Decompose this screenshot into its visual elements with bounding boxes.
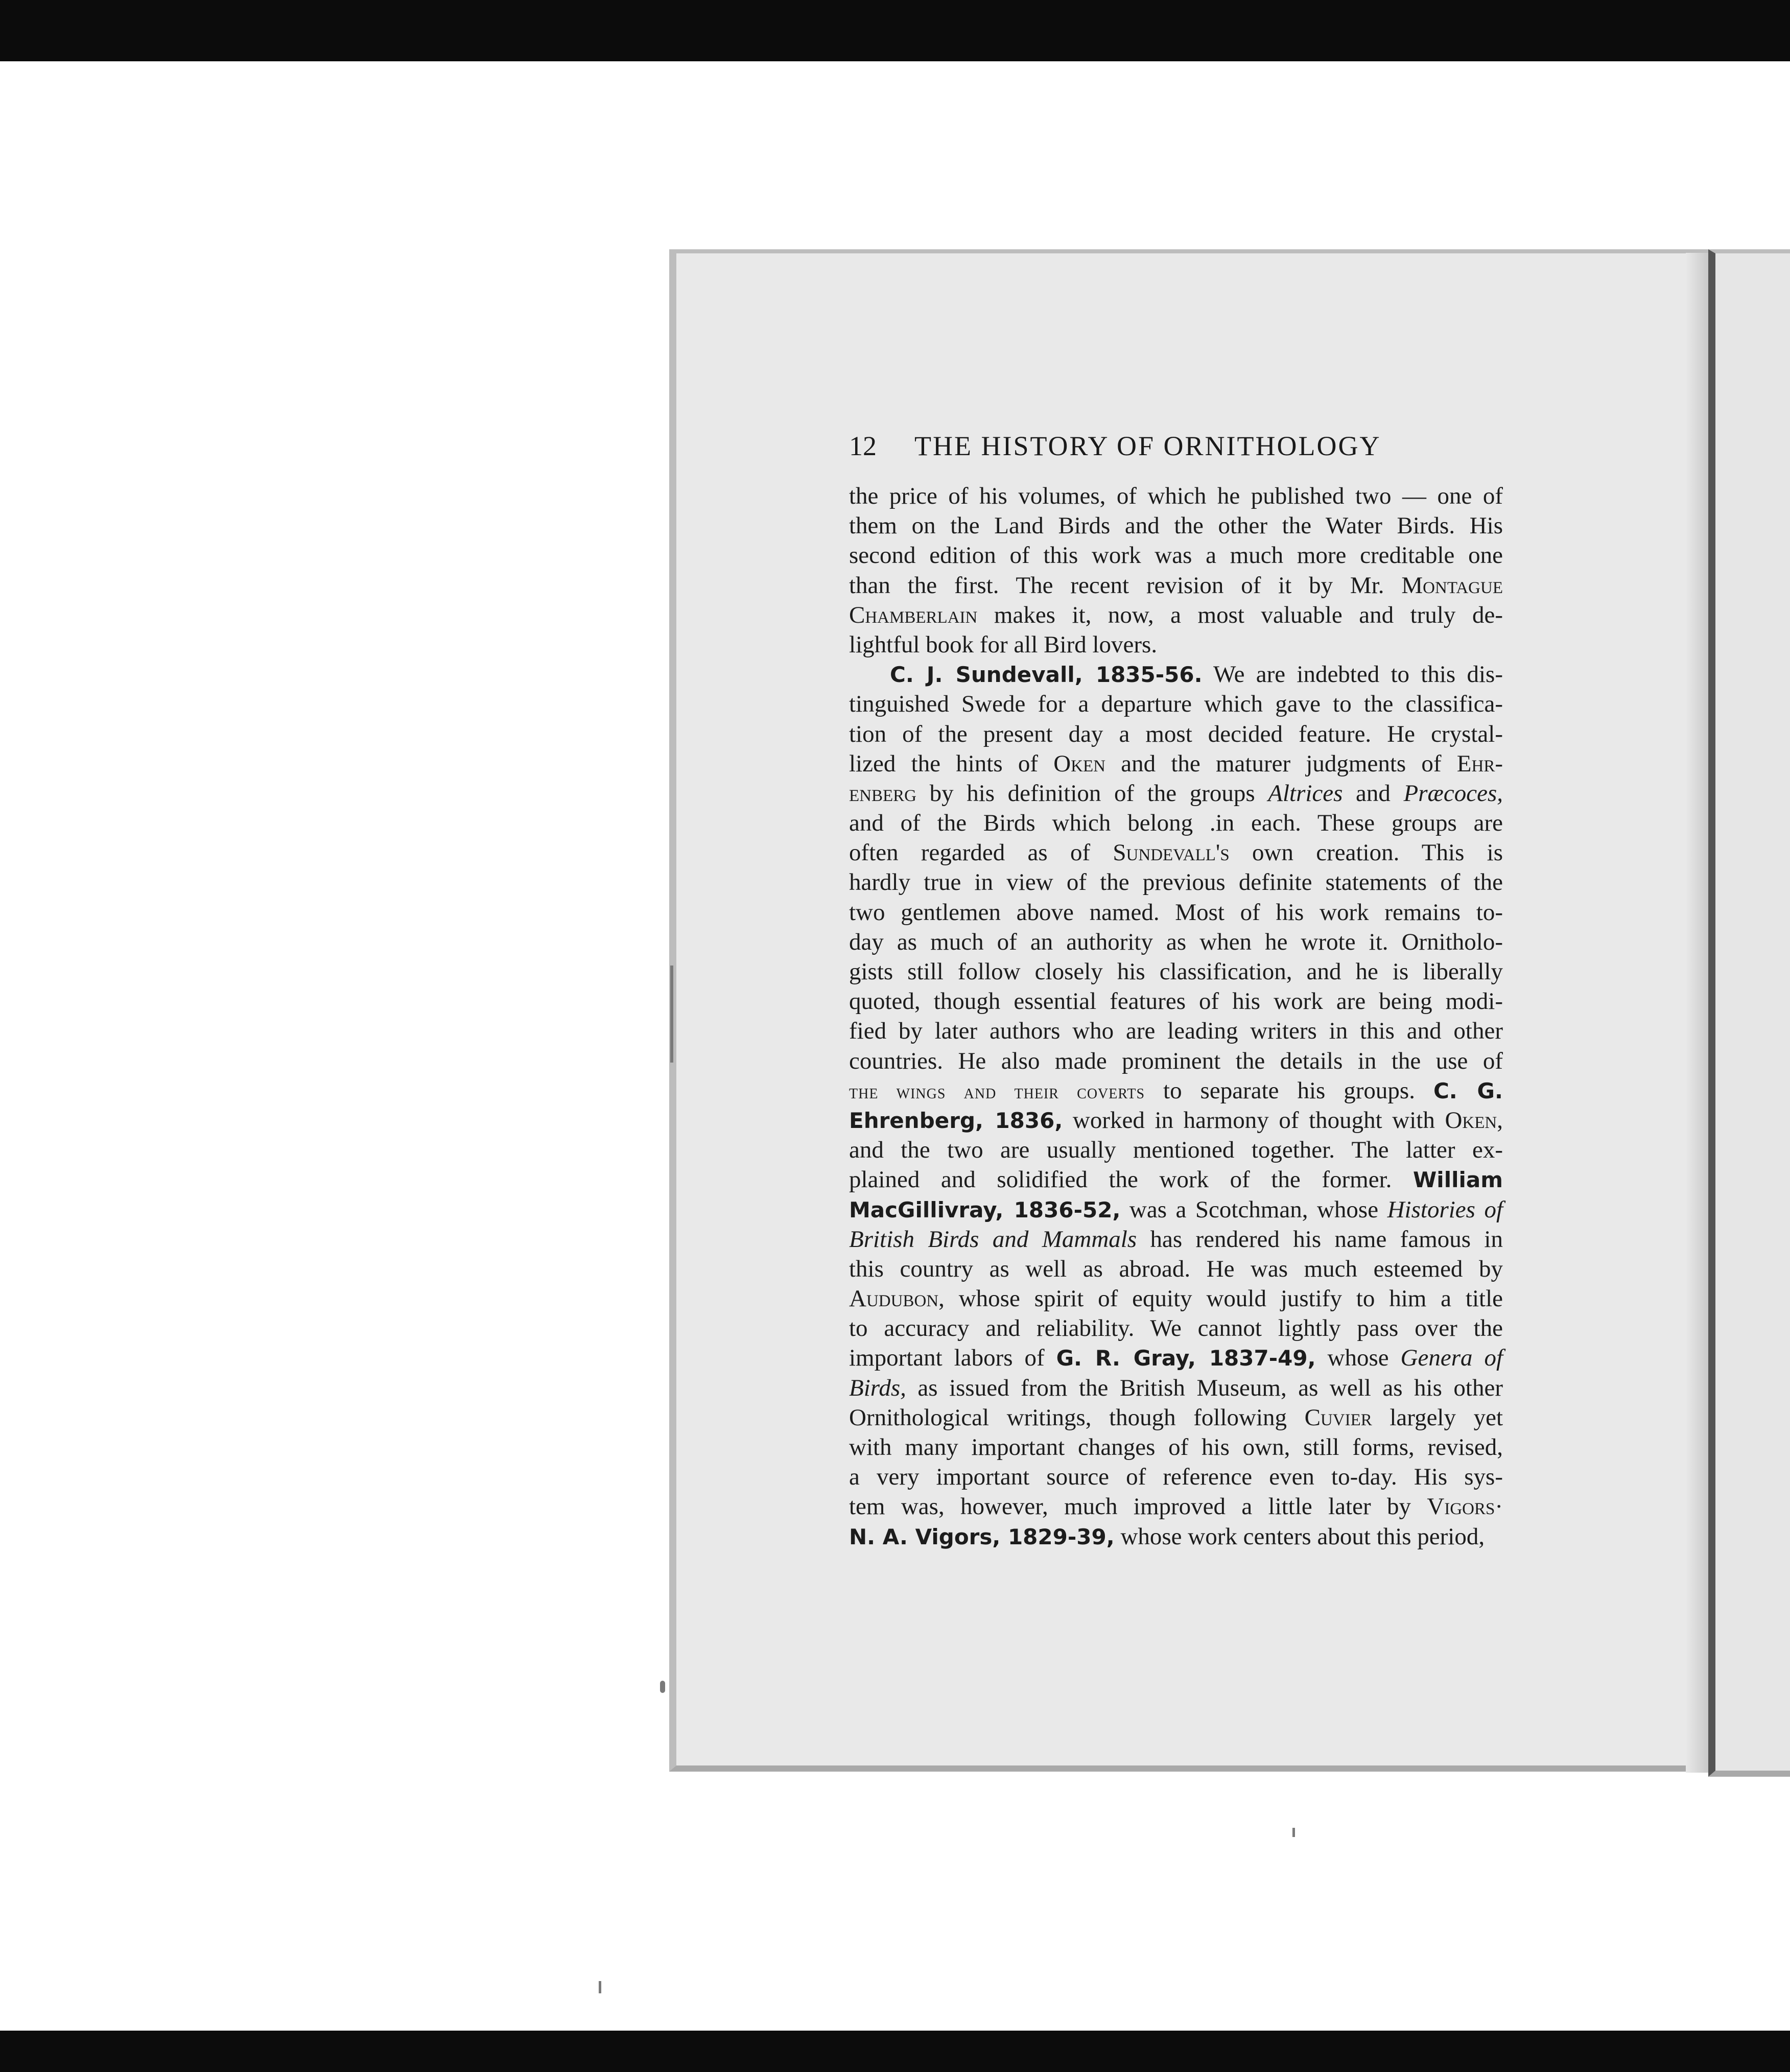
next-page-edge <box>1708 249 1790 1777</box>
text-line <box>849 838 1503 867</box>
small-caps-name: Cuvier <box>1304 1404 1372 1431</box>
running-head: THE HISTORY OF ORNITHOLOGY <box>914 431 1381 461</box>
italic-title: Histories of <box>1387 1196 1503 1223</box>
text-line <box>849 808 1503 838</box>
text-line <box>849 719 1503 749</box>
text-run: the price of his volumes, of which he published two — one of <box>849 483 1503 509</box>
text-line <box>849 1522 1503 1551</box>
text-run: and the two are usually mentioned together. The latter ex- <box>849 1137 1503 1164</box>
text-run: fied by later authors who are leading writers in this and other <box>849 1018 1503 1045</box>
text-run: and of the Birds which belong .in each. These groups are <box>849 810 1503 837</box>
text-line <box>849 1135 1503 1165</box>
italic-title: Birds, <box>849 1374 906 1401</box>
text-line <box>849 481 1503 511</box>
text-run: Ornithological writings, though following <box>849 1404 1305 1431</box>
text-run: as issued from the British Museum, as well as his other <box>906 1374 1503 1401</box>
small-caps-name: Ehr- <box>1456 750 1503 777</box>
text-line <box>849 986 1503 1016</box>
text-run: whose work centers about this period, <box>1114 1523 1485 1550</box>
page-edge-mark <box>660 1681 665 1693</box>
text-run: worked in harmony of thought with <box>1063 1106 1445 1134</box>
text-run: with many important changes of his own, still forms, revised, <box>849 1434 1503 1461</box>
text-line <box>849 1403 1503 1432</box>
text-run: second edition of this work was a much more creditable one <box>849 542 1503 569</box>
italic-title: Altrices <box>1268 780 1343 807</box>
text-run: gists still follow closely his classification, and he is liberally <box>849 958 1503 985</box>
text-line <box>849 1225 1503 1254</box>
text-run: and <box>1342 780 1404 807</box>
page-number: 12 <box>849 431 877 461</box>
text-line <box>849 1105 1503 1135</box>
text-line <box>849 1492 1503 1521</box>
small-caps-name: Vigors· <box>1427 1493 1503 1520</box>
scan-top-border <box>0 0 1790 61</box>
bold-name: N. A. Vigors, 1829-39, <box>849 1524 1115 1549</box>
text-run: lized the hints of <box>849 750 1054 777</box>
text-run: by his definition of the groups <box>916 780 1268 807</box>
text-run: quoted, though essential features of his work are being modi- <box>849 988 1503 1015</box>
small-caps-name: Oken, <box>1445 1106 1503 1134</box>
body-text <box>849 481 1503 1551</box>
small-caps-name: Montague <box>1401 572 1503 599</box>
text-line <box>849 1195 1503 1225</box>
text-line <box>849 749 1503 779</box>
bold-name: G. R. Gray, 1837-49, <box>1056 1346 1316 1371</box>
text-run: a very important source of reference even to-day. His sys- <box>849 1464 1503 1491</box>
page-gutter-shadow <box>1686 253 1708 1773</box>
text-line <box>849 1462 1503 1492</box>
italic-title: Præcoces, <box>1403 780 1503 807</box>
text-run: was a Scotchman, whose <box>1120 1196 1387 1223</box>
text-run: often regarded as of <box>849 839 1113 866</box>
italic-title: British Birds and Mammals <box>849 1226 1137 1253</box>
small-caps-name: Oken <box>1053 750 1105 777</box>
small-caps-name: the wings and their coverts <box>849 1079 1145 1103</box>
text-run: whose <box>1315 1345 1401 1372</box>
text-line <box>849 927 1503 957</box>
text-run: and the maturer judgments of <box>1105 750 1457 777</box>
text-line <box>849 1432 1503 1462</box>
text-line <box>849 540 1503 570</box>
text-run: to separate his groups. <box>1145 1077 1433 1104</box>
text-run: tem was, however, much improved a little later by <box>849 1493 1427 1520</box>
small-caps-name: Sundevall's <box>1113 839 1230 866</box>
bold-name: C. J. Sundevall, 1835-56. <box>890 662 1203 688</box>
text-line <box>849 898 1503 927</box>
text-run: tion of the present day a most decided feature. He crystal- <box>849 720 1503 747</box>
text-line <box>849 1046 1503 1076</box>
text-line <box>849 1343 1503 1373</box>
text-line <box>849 1165 1503 1194</box>
scan-speck <box>1292 1828 1295 1837</box>
text-run: two gentlemen above named. Most of his work remains to- <box>849 899 1503 926</box>
text-line <box>849 779 1503 808</box>
text-run: has rendered his name famous in <box>1137 1226 1503 1253</box>
text-run: lightful book for all Bird lovers. <box>849 631 1158 658</box>
text-run: important labors of <box>849 1345 1056 1372</box>
small-caps-name: enberg <box>849 780 916 807</box>
small-caps-name: Audubon, <box>849 1285 945 1312</box>
text-line <box>849 1254 1503 1284</box>
text-line <box>849 1284 1503 1313</box>
text-line <box>849 1313 1503 1343</box>
italic-title: Genera of <box>1400 1345 1503 1372</box>
text-run: own creation. This is <box>1229 839 1503 866</box>
bold-name: C. G. <box>1433 1078 1503 1103</box>
text-run: them on the Land Birds and the other the Water Birds. His <box>849 512 1503 539</box>
text-line <box>849 660 1503 689</box>
scan-bottom-border <box>0 2031 1790 2072</box>
text-run: hardly true in view of the previous definite statements of the <box>849 869 1503 896</box>
scan-speck <box>599 1981 601 1993</box>
text-run: countries. He also made prominent the details in the use of <box>849 1047 1503 1074</box>
text-line <box>849 1373 1503 1403</box>
text-line <box>849 689 1503 719</box>
text-line <box>849 1016 1503 1046</box>
text-line <box>849 571 1503 600</box>
text-line <box>849 600 1503 630</box>
text-run: than the first. The recent revision of it by Mr. <box>849 572 1402 599</box>
text-line <box>849 1076 1503 1105</box>
text-run: We are indebted to this dis- <box>1202 661 1503 688</box>
text-run: plained and solidified the work of the former. <box>849 1166 1413 1193</box>
bold-name: MacGillivray, 1836-52, <box>849 1197 1121 1222</box>
text-line <box>849 630 1503 660</box>
text-run: this country as well as abroad. He was much esteemed by <box>849 1255 1503 1282</box>
text-run: makes it, now, a most valuable and truly de- <box>977 601 1503 628</box>
bold-name: Ehrenberg, 1836, <box>849 1108 1063 1133</box>
text-line <box>849 511 1503 540</box>
text-run: largely yet <box>1372 1404 1503 1431</box>
small-caps-name: Chamberlain <box>849 601 978 628</box>
bold-name: William <box>1412 1167 1503 1193</box>
page-edge-mark <box>670 966 673 1063</box>
text-run: day as much of an authority as when he wrote it. Ornitholo- <box>849 928 1503 955</box>
text-line <box>849 867 1503 897</box>
text-line <box>849 957 1503 986</box>
text-run: to accuracy and reliability. We cannot lightly pass over the <box>849 1315 1503 1342</box>
text-run: whose spirit of equity would justify to him a title <box>944 1285 1503 1312</box>
text-run: tinguished Swede for a departure which gave to the classifica- <box>849 691 1503 718</box>
